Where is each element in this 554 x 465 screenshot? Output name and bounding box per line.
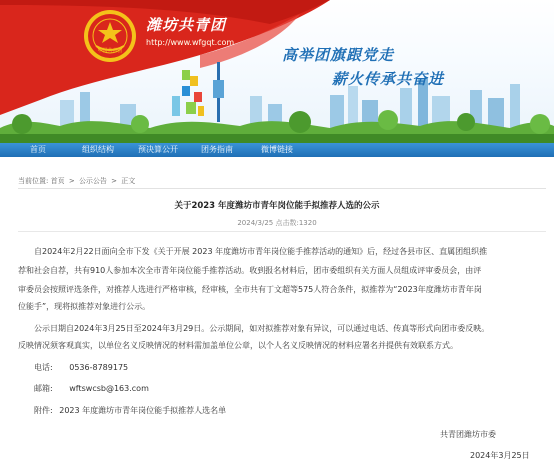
article-title: 关于2023 年度潍坊市青年岗位能手拟推荐人选的公示 <box>174 201 380 211</box>
breadcrumb-separator: > <box>68 177 75 185</box>
breadcrumb-divider <box>18 188 546 189</box>
article-date: 2024/3/25 <box>237 219 274 227</box>
contact-phone <box>34 362 128 373</box>
slogan-line-1: 高举团旗跟党走 <box>282 46 395 64</box>
nav-item-home[interactable]: 首页 <box>30 145 46 154</box>
article-views-label: 点击数: <box>275 219 299 227</box>
breadcrumb-notices[interactable]: 公示公告 <box>78 177 107 185</box>
nav-item-organization[interactable]: 组织结构 <box>82 145 114 154</box>
article-divider <box>18 231 546 232</box>
article-meta <box>0 218 554 228</box>
breadcrumb-prefix: 当前位置: <box>18 177 49 185</box>
attachment-link[interactable]: 2023 年度潍坊市青年岗位能手拟推荐人选名单 <box>59 406 227 415</box>
youth-league-emblem-icon <box>82 8 138 64</box>
paragraph-1-line-1: 自2024年2月22日面向全市下发《关于开展 2023 年度潍坊市青年岗位能手推荐活动的通知》后，经过各县市区、直属团组织推 <box>34 247 488 256</box>
paragraph-2-line-2: 反映情况须客观真实，以单位名义反映情况的材料需加盖单位公章，以个人名义反映情况的材料应署名并提供有效联系方式。 <box>18 341 458 350</box>
slogan-line-2: 薪火传承共奋进 <box>332 70 445 88</box>
svg-text:中国共青团: 中国共青团 <box>97 48 123 54</box>
breadcrumb-current: 正文 <box>121 177 136 185</box>
phone-label: 电话: <box>34 363 53 372</box>
site-banner <box>0 0 554 143</box>
phone-value: 0536-8789175 <box>69 363 129 372</box>
attachment-label: 附件: <box>34 406 53 415</box>
nav-item-weibo[interactable]: 微博链接 <box>261 145 293 154</box>
breadcrumb <box>18 176 135 186</box>
main-nav <box>0 143 554 157</box>
email-label: 邮箱: <box>34 384 53 393</box>
nav-item-guide[interactable]: 团务指南 <box>201 145 233 154</box>
signature-date: 2024年3月25日 <box>470 451 530 460</box>
paragraph-1-line-2: 荐和社会自荐，共有910人参加本次全市青年岗位能手推荐活动。收到报名材料后，团市委组织有关方面人员组成评审委员会，由评 <box>18 266 482 275</box>
site-url: http://www.wfgqt.com <box>146 38 235 47</box>
contact-email <box>34 383 149 394</box>
paragraph-1-line-3: 审委员会按照评选条件，对推荐人选进行严格审核，经审核，全市共有丁文超等575人符合条件，拟推荐为“2023年度潍坊市青年岗 <box>18 285 482 294</box>
breadcrumb-home[interactable]: 首页 <box>50 177 65 185</box>
paragraph-2-line-1: 公示日期自2024年3月25日至2024年3月29日。公示期间，如对拟推荐对象有异议，可以通过电话、传真等形式向团市委反映。 <box>34 324 490 333</box>
email-link[interactable]: wftswcsb@163.com <box>69 384 149 393</box>
site-name: 潍坊共青团 <box>146 16 227 34</box>
nav-item-budget[interactable]: 预决算公开 <box>138 145 178 154</box>
article-views: 1320 <box>298 219 317 227</box>
signature-org: 共青团潍坊市委 <box>440 430 496 439</box>
paragraph-1-line-4: 位能手”，现将拟推荐对象进行公示。 <box>18 302 151 311</box>
breadcrumb-separator: > <box>111 177 118 185</box>
attachment <box>34 405 226 416</box>
